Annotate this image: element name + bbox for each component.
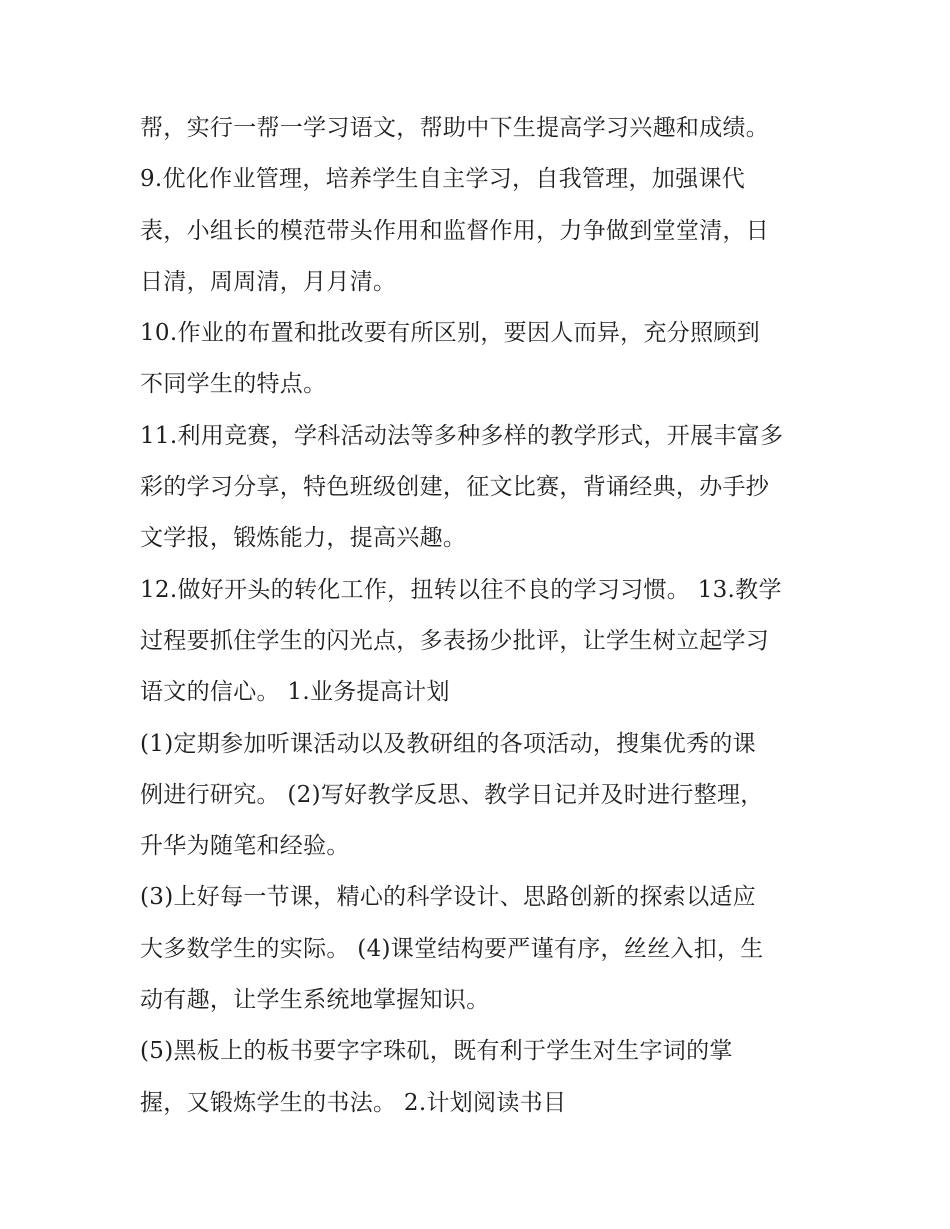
text-line: 文学报，锻炼能力，提高兴趣。 (140, 525, 467, 552)
text-line: (3)上好每一节课，精心的科学设计、思路创新的探索以适应 (140, 884, 756, 911)
text-line: 大多数学生的实际。 (4)课堂结构要严谨有序，丝丝入扣，生 (140, 935, 764, 962)
text-line: (5)黑板上的板书要字字珠矶，既有利于学生对生字词的掌 (140, 1038, 733, 1065)
text-line: (1)定期参加听课活动以及教研组的各项活动，搜集优秀的课 (140, 730, 756, 757)
text-line: 动有趣，让学生系统地掌握知识。 (140, 987, 490, 1014)
text-line: 12.做好开头的转化工作，扭转以往不良的学习习惯。 13.教学 (140, 576, 782, 603)
text-line: 9.优化作业管理，培养学生自主学习，自我管理，加强课代 (140, 166, 746, 193)
text-line: 帮，实行一帮一学习语文，帮助中下生提高学习兴趣和成绩。 (140, 115, 770, 141)
document-body (140, 103, 820, 1129)
text-line: 彩的学习分享，特色班级创建，征文比赛，背诵经典，办手抄 (140, 474, 770, 501)
text-line: 例进行研究。 (2)写好教学反思、教学日记并及时进行整理， (140, 781, 764, 808)
text-line: 升华为随笔和经验。 (140, 833, 350, 860)
text-line: 过程要抓住学生的闪光点，多表扬少批评，让学生树立起学习 (140, 627, 770, 654)
text-line: 不同学生的特点。 (140, 371, 327, 398)
text-line: 日清，周周清，月月清。 (140, 268, 397, 295)
text-line: 表，小组长的模范带头作用和监督作用，力争做到堂堂清，日 (140, 217, 770, 244)
text-line: 语文的信心。 1.业务提高计划 (140, 679, 450, 706)
text-line: 握，又锻炼学生的书法。 2.计划阅读书目 (140, 1089, 567, 1116)
text-line: 10.作业的布置和批改要有所区别，要因人而异，充分照顾到 (140, 320, 760, 347)
text-line: 11.利用竞赛，学科活动法等多种多样的教学形式，开展丰富多 (140, 422, 784, 449)
